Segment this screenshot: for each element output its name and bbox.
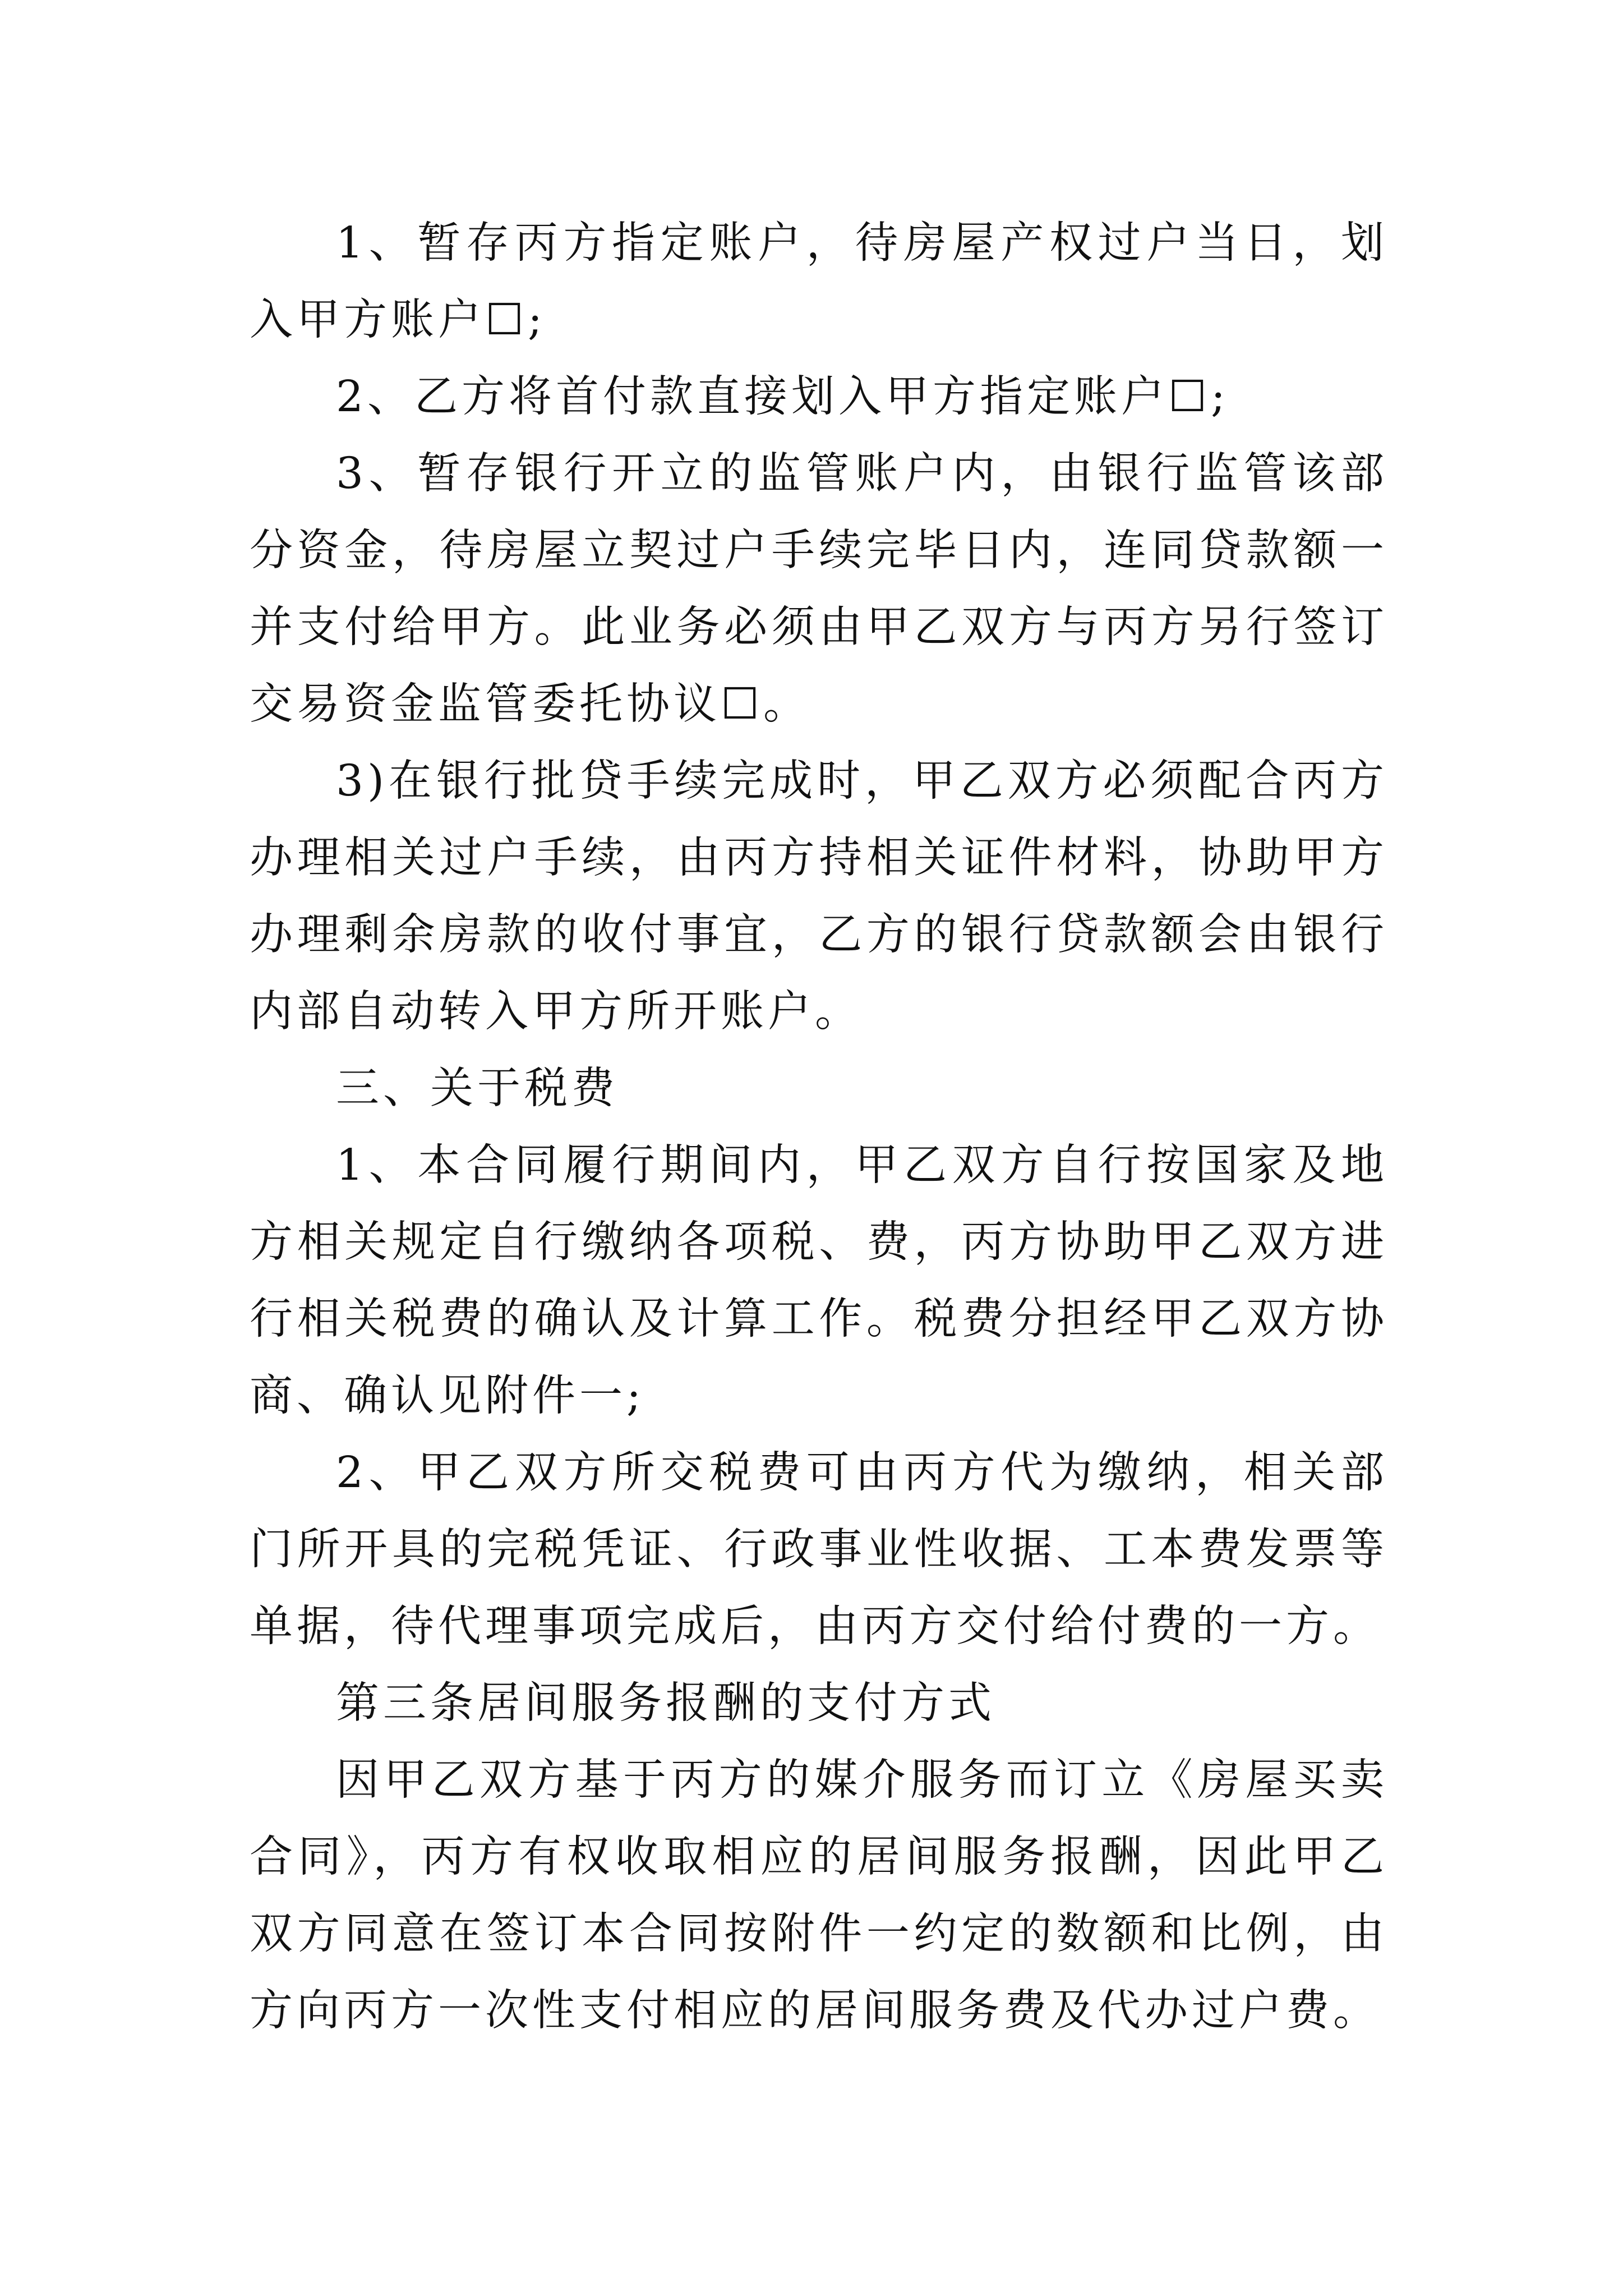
paragraph-transfer-option-2: 2、乙方将首付款直接划入甲方指定账户☐; [336, 372, 1229, 422]
paragraph-transfer-option-3: 3、暂存银行开立的监管账户内，由银行监管该部分资金，待房屋立契过户手续完毕日内，连同贷款额一并支付给甲方。此业务必须由甲乙双方与丙方另行签订交易资金监管委托协议☐。 [250, 449, 1388, 729]
paragraph-transfer-option-1: 1、暂存丙方指定账户，待房屋产权过户当日，划入甲方账户☐; [250, 218, 1388, 345]
paragraph-tax-clause-2: 2、甲乙双方所交税费可由丙方代为缴纳，相关部门所开具的完税凭证、行政事业性收据、工本费发票等单据，待代理事项完成后，由丙方交付给付费的一方。 [250, 1448, 1388, 1651]
section-heading-taxes: 三、关于税费 [336, 1064, 619, 1114]
article-heading-brokerage-fee: 第三条居间服务报酬的支付方式 [336, 1678, 995, 1728]
document-page [250, 205, 1388, 2049]
paragraph-brokerage-fee: 因甲乙双方基于丙方的媒介服务而订立《房屋买卖合同》，丙方有权收取相应的居间服务报酬，因此甲乙双方同意在签订本合同按附件一约定的数额和比例，由方向丙方一次性支付相应的居间服务费及代办过户费。 [250, 1755, 1388, 2036]
paragraph-loan-approval: 3)在银行批贷手续完成时，甲乙双方必须配合丙方办理相关过户手续，由丙方持相关证件材料，协助甲方办理剩余房款的收付事宜，乙方的银行贷款额会由银行内部自动转入甲方所开账户。 [250, 756, 1388, 1037]
paragraph-tax-clause-1: 1、本合同履行期间内，甲乙双方自行按国家及地方相关规定自行缴纳各项税、费，丙方协助甲乙双方进行相关税费的确认及计算工作。税费分担经甲乙双方协商、确认见附件一; [250, 1140, 1388, 1421]
